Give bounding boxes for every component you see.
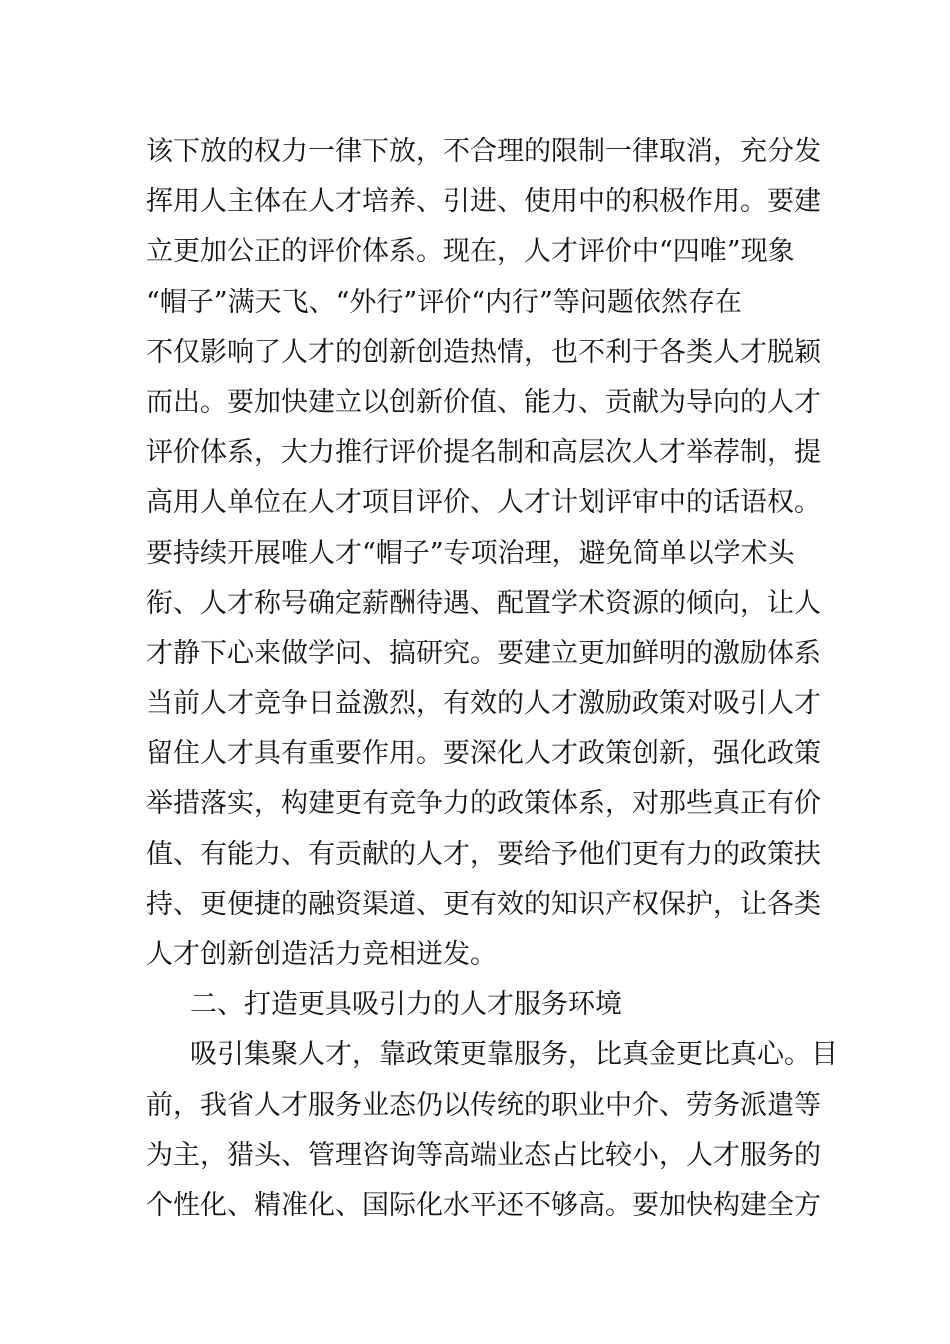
text-line: 立更加公正的评价体系。现在，人才评价中“四唯”现象 (146, 236, 795, 268)
text-line: 才静下心来做学问、搞研究。要建立更加鲜明的激励体系 (146, 637, 821, 669)
text-line: 挥用人主体在人才培养、引进、使用中的积极作用。要建 (146, 186, 821, 218)
text-line: 前，我省人才服务业态仍以传统的职业中介、劳务派遣等 (146, 1089, 821, 1121)
text-line: 值、有能力、有贡献的人才，要给予他们更有力的政策扶 (146, 838, 821, 870)
text-line: 当前人才竞争日益激烈，有效的人才激励政策对吸引人才 (146, 688, 821, 720)
text-line: 人才创新创造活力竞相迸发。 (146, 939, 497, 970)
text-line: “帽子”满天飞、“外行”评价“内行”等问题依然存在 (146, 286, 742, 318)
text-line: 评价体系，大力推行评价提名制和高层次人才举荐制，提 (146, 437, 821, 469)
text-line: 衔、人才称号确定薪酬待遇、配置学术资源的倾向，让人 (146, 587, 821, 619)
text-line: 留住人才具有重要作用。要深化人才政策创新，强化政策 (146, 738, 821, 770)
text-line: 而出。要加快建立以创新价值、能力、贡献为导向的人才 (146, 386, 821, 418)
text-line: 该下放的权力一律下放，不合理的限制一律取消，充分发 (146, 136, 821, 167)
text-line: 高用人单位在人才项目评价、人才计划评审中的话语权。 (146, 487, 821, 519)
body-text (146, 127, 838, 1231)
text-line: 持、更便捷的融资渠道、更有效的知识产权保护，让各类 (146, 888, 821, 920)
text-line: 举措落实，构建更有竞争力的政策体系，对那些真正有价 (146, 788, 821, 820)
text-line: 为主，猎头、管理咨询等高端业态占比较小，人才服务的 (146, 1139, 821, 1171)
text-line: 要持续开展唯人才“帽子”专项治理，避免简单以学术头 (146, 537, 795, 569)
text-line: 个性化、精准化、国际化水平还不够高。要加快构建全方 (146, 1189, 821, 1221)
text-line: 吸引集聚人才，靠政策更靠服务，比真金更比真心。目 (190, 1039, 838, 1071)
text-line: 不仅影响了人才的创新创造热情，也不利于各类人才脱颖 (146, 336, 821, 368)
section-heading: 二、打造更具吸引力的人才服务环境 (190, 989, 622, 1021)
